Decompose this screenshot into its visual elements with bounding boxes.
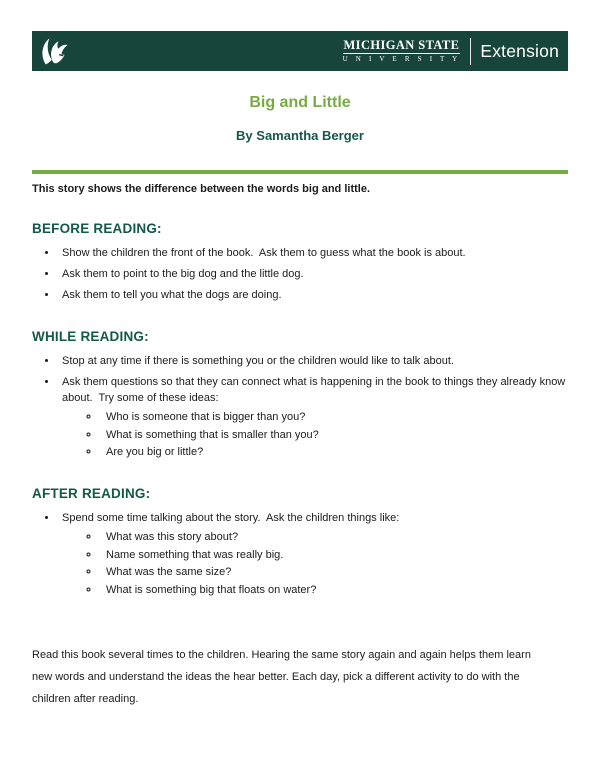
spartan-helmet-icon [39, 36, 69, 66]
bullet-item-text: Show the children the front of the book. Ask them to guess what the book is about. [62, 247, 466, 259]
extension-label: Extension [480, 40, 559, 61]
sub-bullet-item-text: Who is someone that is bigger than you? [106, 411, 306, 423]
bullet-item [58, 353, 568, 369]
bullet-item-text: Ask them questions so that they can connect what is happening in the book to things they already know about. Try some of these ideas: [62, 376, 569, 404]
bullet-item [58, 510, 568, 598]
bullet-list [32, 510, 568, 598]
section-heading: WHILE READING: [32, 329, 149, 344]
wordmark-university: U N I V E R S I T Y [342, 55, 461, 64]
sub-bullet-item-text: What is something big that floats on water? [106, 583, 317, 596]
banner-brand-group [343, 38, 559, 65]
bullet-item-text: Ask them to tell you what the dogs are doing. [62, 289, 282, 301]
bullet-item [58, 374, 568, 460]
bullet-list [32, 245, 568, 303]
bullet-item [58, 266, 568, 282]
section-heading: AFTER READING: [32, 486, 151, 501]
wordmark-michigan-state: MICHIGAN STATE [343, 37, 460, 52]
page-title: Big and Little [249, 94, 351, 111]
sub-bullet-list [62, 530, 568, 598]
sub-bullet-list [62, 410, 568, 460]
reading-section [32, 329, 568, 460]
sub-bullet-item [100, 428, 568, 443]
divider-rule [32, 170, 568, 174]
sub-bullet-item-text: What is something that is smaller than you? [106, 428, 319, 441]
intro-text: This story shows the difference between the words big and little. [32, 183, 370, 195]
banner-divider [470, 38, 471, 65]
sub-bullet-item-text: Are you big or little? [106, 446, 204, 458]
byline: By Samantha Berger [236, 128, 364, 143]
sub-bullet-item [100, 565, 568, 580]
reading-section [32, 486, 568, 598]
bullet-item [58, 245, 568, 261]
bullet-item [58, 287, 568, 303]
sub-bullet-item [100, 530, 568, 545]
sections [32, 221, 568, 598]
bullet-item-text: Spend some time talking about the story. Ask the children things like: [62, 512, 400, 524]
sub-bullet-item [100, 548, 568, 563]
bullet-list [32, 353, 568, 460]
msu-extension-banner [32, 31, 568, 71]
sub-bullet-item-text: What was the same size? [106, 566, 232, 578]
bullet-item-text: Ask them to point to the big dog and the little dog. [62, 268, 304, 280]
sub-bullet-item-text: What was this story about? [106, 531, 239, 543]
sub-bullet-item [100, 410, 568, 425]
section-heading: BEFORE READING: [32, 221, 162, 236]
sub-bullet-item [100, 445, 568, 460]
closing-paragraph: Read this book several times to the children. Hearing the same story again and again helps them learn new words and understand the ideas the hear better. Each day, pick a different activity to do with the children after reading. [32, 648, 535, 705]
bullet-item-text: Stop at any time if there is something you or the children would like to talk about. [62, 355, 454, 367]
sub-bullet-item [100, 583, 568, 598]
sub-bullet-item-text: Name something that was really big. [106, 548, 284, 561]
msu-wordmark [343, 39, 461, 64]
reading-section [32, 221, 568, 303]
